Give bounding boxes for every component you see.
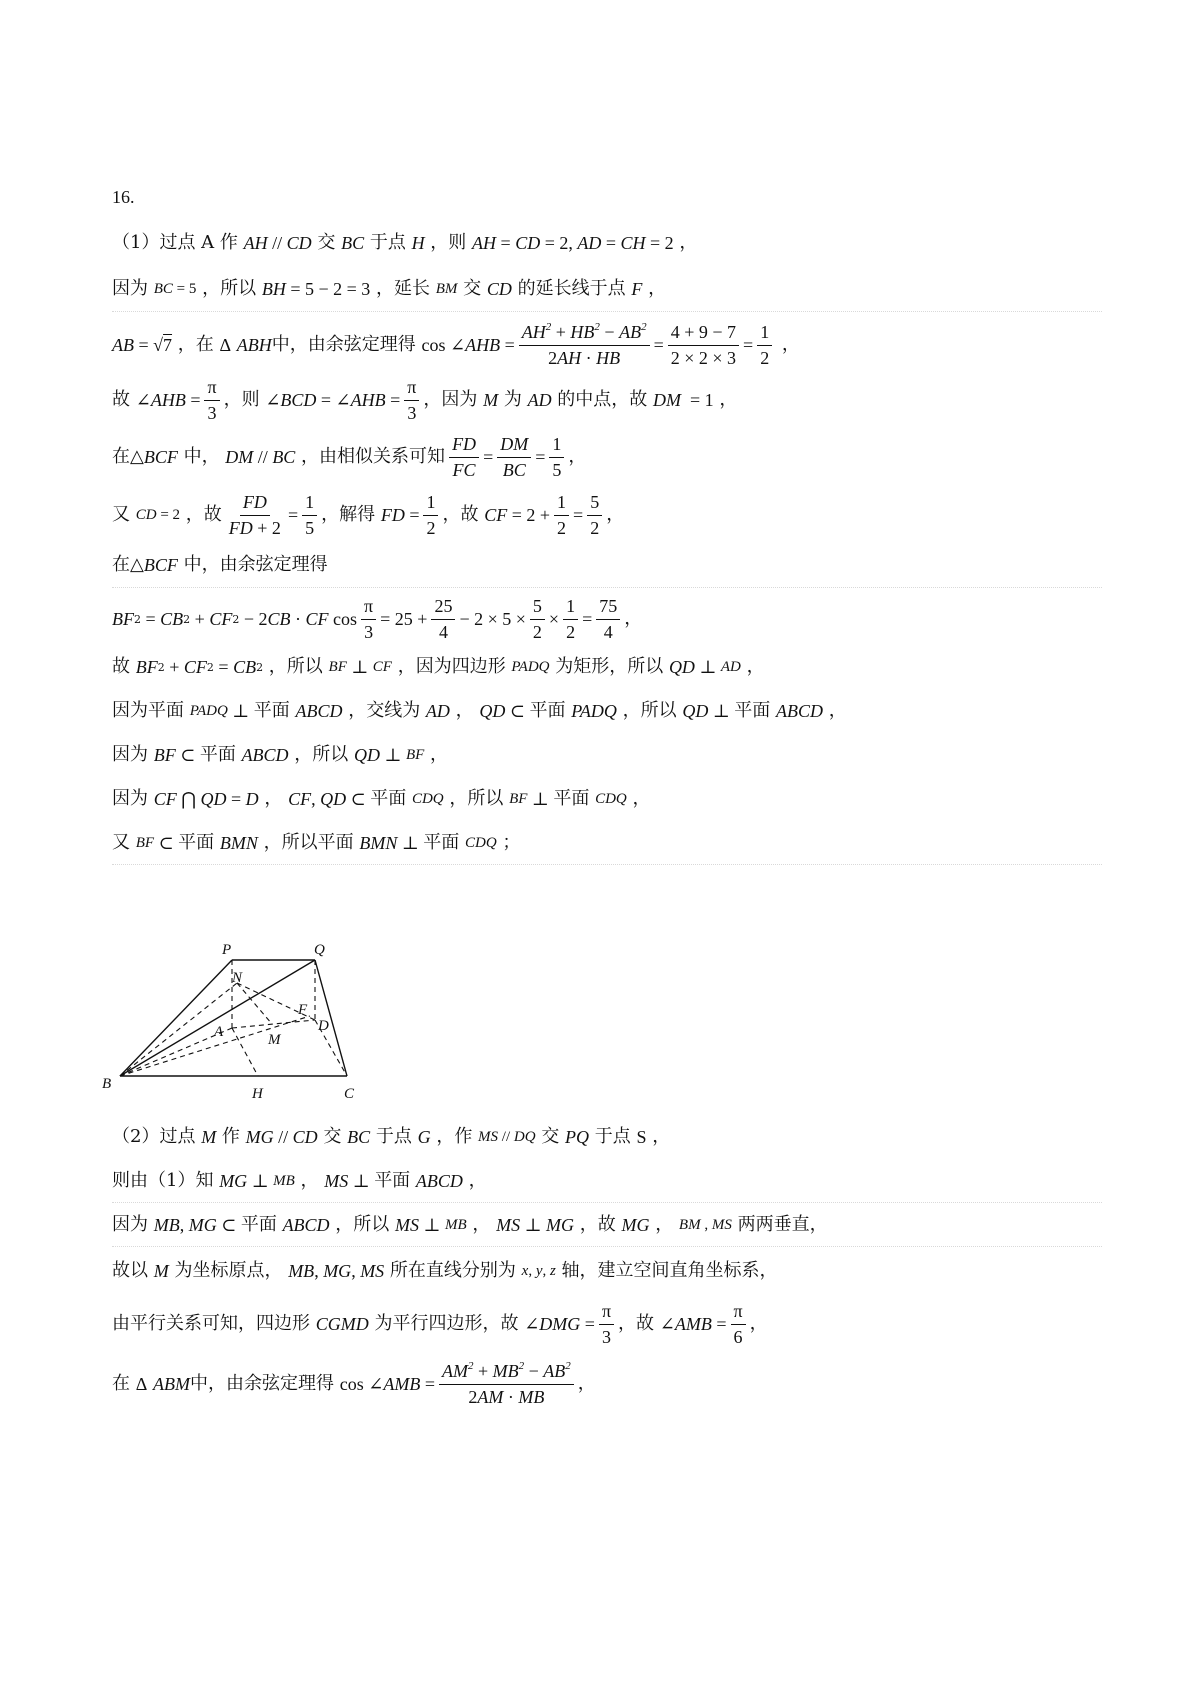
- problem-number: 16.: [112, 187, 135, 207]
- solution-line-19: 在 Δ ABM 中，由余弦定理得 cos ∠ AMB = $\frac{AM^2 + MB^2 - AB^2}{2AM \cdot MB}$ ，: [112, 1360, 596, 1407]
- label-Q: Q: [314, 942, 325, 958]
- label-B: B: [102, 1076, 112, 1092]
- label-D: D: [318, 1018, 329, 1034]
- label-C: C: [344, 1086, 355, 1102]
- solution-line-13: 又 BF ⊂ 平面 BMN ，所以平面 BMN ⊥ 平面 CDQ ；: [112, 832, 521, 853]
- solution-text-plain: [0, 0, 1, 1]
- label-F: F: [298, 1002, 308, 1018]
- solution-line-3: AB = √7 ，在 Δ ABH 中，由余弦定理得 cos ∠ AHB = $\frac{AH^2 + HB^2 - AB^2}{2AH \cdot HB}$ = $\frac{4 + 9 - 7}{2 \times 2 \times 3}$ = $\frac{1}{2}$ ，: [112, 321, 800, 368]
- solution-line-16: 因为 MB , MG ⊂ 平面 ABCD ，所以 MS ⊥ MB ， MS ⊥ MG ，故 MG ， BM , MS 两两垂直，: [112, 1214, 828, 1235]
- dotted-separator: [112, 311, 1102, 312]
- label-H: H: [252, 1086, 263, 1102]
- solution-line-1: （1）过点 A 作 AH // CD 交 BC 于点 H ，则 AH = CD = 2, AD = CH = 2 ，: [112, 232, 698, 253]
- label-M: M: [268, 1032, 281, 1048]
- dotted-separator: [112, 1246, 1102, 1247]
- edge-QB: [120, 960, 315, 1076]
- solution-line-2: 因为 BC = 5 ，所以 BH = 5 − 2 = 3 ，延长 BM 交 CD 的延长线于点 F ，: [112, 278, 667, 299]
- solution-line-12: 因为 CF ⋂ QD = D ， CF , QD ⊂ 平面 CDQ ，所以 BF ⊥ 平面 CDQ ，: [112, 788, 651, 809]
- label-N: N: [232, 970, 243, 986]
- solution-line-7: 在△ BCF 中，由余弦定理得: [112, 554, 328, 575]
- edge-AH: [232, 1028, 258, 1076]
- solution-line-9: 故 BF 2 + CF 2 = CB 2 ，所以 BF ⊥ CF ，因为四边形 PADQ 为矩形，所以 QD ⊥ AD ，: [112, 656, 765, 677]
- solution-line-14: （2）过点 M 作 MG // CD 交 BC 于点 G ，作 MS // DQ 交 PQ 于点 S ，: [112, 1126, 671, 1147]
- geometry-figure: [100, 940, 380, 1140]
- dotted-separator: [112, 1202, 1102, 1203]
- solution-line-17: 故以 M 为坐标原点， MB , MG , MS 所在直线分别为 x , y , z 轴，建立空间直角坐标系，: [112, 1260, 778, 1281]
- solution-line-15: 则由（1）知 MG ⊥ MB ， MS ⊥ 平面 ABCD ，: [112, 1170, 487, 1191]
- dotted-separator: [112, 587, 1102, 588]
- solution-line-8: BF 2 = CB 2 + CF 2 − 2 CB · CF cos $\frac{\pi}{3}$ = 25 + $\frac{25}{4}$ − 2 × 5 × $\frac{5}{2}$ × $\frac{1}{2}$ = $\frac{75}{4}$ ，: [112, 595, 643, 642]
- label-A: A: [214, 1024, 224, 1040]
- label-P: P: [222, 942, 232, 958]
- solution-line-10: 因为平面 PADQ ⊥ 平面 ABCD ，交线为 AD ， QD ⊂ 平面 PADQ ，所以 QD ⊥ 平面 ABCD ，: [112, 700, 847, 721]
- solution-line-18: 由平行关系可知，四边形 CGMD 为平行四边形，故 ∠ DMG = $\frac{\pi}{3}$ ，故 ∠ AMB = $\frac{\pi}{6}$ ，: [112, 1300, 768, 1347]
- dotted-separator: [112, 864, 1102, 865]
- solution-line-11: 因为 BF ⊂ 平面 ABCD ，所以 QD ⊥ BF ，: [112, 744, 449, 765]
- solution-line-5: 在△ BCF 中， DM // BC ，由相似关系可知 $\frac{FD}{FC}$ = $\frac{DM}{BC}$ = $\frac{1}{5}$ ，: [112, 433, 587, 480]
- solution-line-6: 又 CD = 2 ，故 $\frac{FD}{FD + 2}$ = $\frac{1}{5}$ ，解得 FD = $\frac{1}{2}$ ，故 CF = 2 + $\frac{1}{2}$ = $\frac{5}{2}$ ，: [112, 491, 625, 538]
- solution-line-4: 故 ∠ AHB = $\frac{\pi}{3}$ ，则 ∠ BCD = ∠ AHB = $\frac{\pi}{3}$ ，因为 M 为 AD 的中点，故 DM = 1 ，: [112, 376, 738, 423]
- edge-AD: [232, 1020, 315, 1028]
